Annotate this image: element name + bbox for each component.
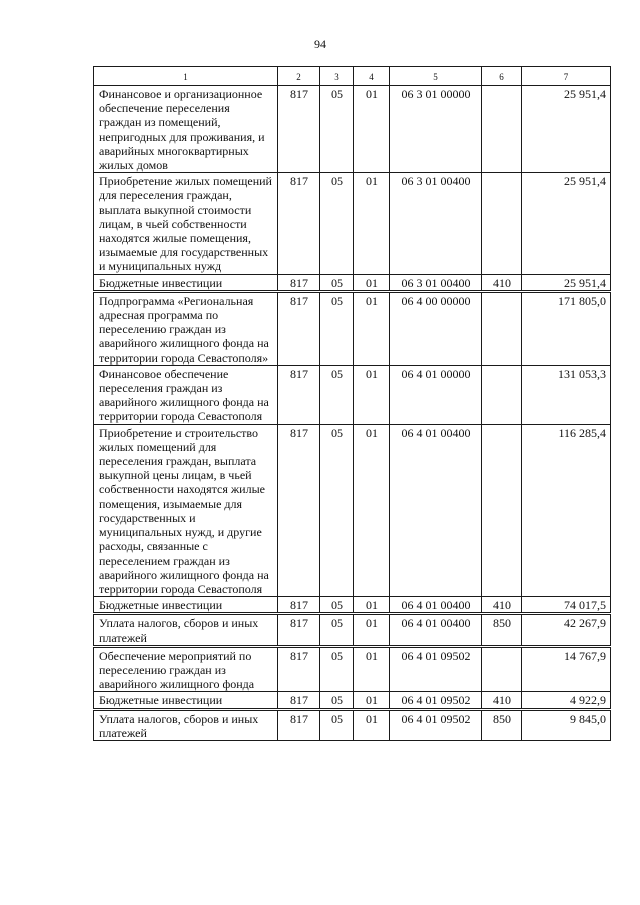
row-name: Приобретение жилых помещений для переселения граждан, выплата выкупной стоимости лицам, в чьей собственности находятся жилые помещения, изымаемые для государственных и муниципальных нужд — [94, 173, 278, 274]
row-vr: 410 — [482, 692, 522, 709]
row-name: Бюджетные инвестиции — [94, 274, 278, 291]
row-gr: 817 — [278, 173, 320, 274]
row-sum: 42 267,9 — [522, 614, 611, 646]
row-gr: 817 — [278, 86, 320, 173]
row-sum: 25 951,4 — [522, 173, 611, 274]
table-row — [94, 692, 611, 709]
table-row — [94, 424, 611, 596]
row-rz: 05 — [320, 365, 354, 424]
column-header-rz: 3 — [320, 67, 354, 86]
row-rz: 05 — [320, 692, 354, 709]
row-pr: 01 — [354, 709, 390, 740]
row-csr: 06 3 01 00400 — [390, 173, 482, 274]
row-pr: 01 — [354, 597, 390, 614]
table-row — [94, 86, 611, 173]
row-rz: 05 — [320, 173, 354, 274]
row-pr: 01 — [354, 274, 390, 291]
row-csr: 06 4 01 00400 — [390, 424, 482, 596]
table-row — [94, 614, 611, 646]
row-sum: 9 845,0 — [522, 709, 611, 740]
row-vr: 850 — [482, 709, 522, 740]
row-vr — [482, 646, 522, 692]
row-rz: 05 — [320, 86, 354, 173]
row-gr: 817 — [278, 424, 320, 596]
row-csr: 06 4 01 00000 — [390, 365, 482, 424]
row-pr: 01 — [354, 365, 390, 424]
row-sum: 4 922,9 — [522, 692, 611, 709]
row-rz: 05 — [320, 614, 354, 646]
row-pr: 01 — [354, 173, 390, 274]
column-header-gr: 2 — [278, 67, 320, 86]
row-gr: 817 — [278, 646, 320, 692]
row-gr: 817 — [278, 597, 320, 614]
row-rz: 05 — [320, 424, 354, 596]
row-sum: 131 053,3 — [522, 365, 611, 424]
row-csr: 06 4 01 00400 — [390, 614, 482, 646]
column-header-pr: 4 — [354, 67, 390, 86]
row-rz: 05 — [320, 291, 354, 365]
row-gr: 817 — [278, 291, 320, 365]
row-csr: 06 4 01 00400 — [390, 597, 482, 614]
row-pr: 01 — [354, 646, 390, 692]
row-name: Финансовое обеспечение переселения граждан из аварийного жилищного фонда на территории города Севастополя — [94, 365, 278, 424]
row-gr: 817 — [278, 365, 320, 424]
row-csr: 06 3 01 00000 — [390, 86, 482, 173]
row-rz: 05 — [320, 709, 354, 740]
row-name: Бюджетные инвестиции — [94, 692, 278, 709]
row-name: Подпрограмма «Региональная адресная программа по переселению граждан из аварийного жилищного фонда на территории города Севастополя» — [94, 291, 278, 365]
row-vr — [482, 424, 522, 596]
row-name: Бюджетные инвестиции — [94, 597, 278, 614]
row-rz: 05 — [320, 274, 354, 291]
row-name: Уплата налогов, сборов и иных платежей — [94, 709, 278, 740]
row-csr: 06 3 01 00400 — [390, 274, 482, 291]
row-sum: 116 285,4 — [522, 424, 611, 596]
row-pr: 01 — [354, 291, 390, 365]
row-sum: 74 017,5 — [522, 597, 611, 614]
table-row — [94, 291, 611, 365]
table-header-row — [94, 67, 611, 86]
row-gr: 817 — [278, 274, 320, 291]
row-pr: 01 — [354, 86, 390, 173]
row-name: Приобретение и строительство жилых помещений для переселения граждан, выплата выкупной цены лицам, в чьей собственности находятся жилые помещения, изымаемые для государственных и муниципальных нужд, и другие расходы, связанные с переселением граждан из аварийного жилищного фонда на территории города Севастополя — [94, 424, 278, 596]
table-row — [94, 365, 611, 424]
row-gr: 817 — [278, 692, 320, 709]
row-vr — [482, 173, 522, 274]
row-vr — [482, 365, 522, 424]
row-csr: 06 4 01 09502 — [390, 646, 482, 692]
table-row — [94, 173, 611, 274]
row-pr: 01 — [354, 692, 390, 709]
row-gr: 817 — [278, 614, 320, 646]
row-rz: 05 — [320, 597, 354, 614]
row-sum: 25 951,4 — [522, 274, 611, 291]
row-vr — [482, 291, 522, 365]
row-sum: 25 951,4 — [522, 86, 611, 173]
row-name: Финансовое и организационное обеспечение переселения граждан из помещений, непригодных для проживания, и аварийных многоквартирных жилых домов — [94, 86, 278, 173]
row-name: Уплата налогов, сборов и иных платежей — [94, 614, 278, 646]
row-pr: 01 — [354, 614, 390, 646]
row-sum: 171 805,0 — [522, 291, 611, 365]
row-vr: 850 — [482, 614, 522, 646]
row-vr — [482, 86, 522, 173]
row-csr: 06 4 01 09502 — [390, 692, 482, 709]
column-header-name: 1 — [94, 67, 278, 86]
row-pr: 01 — [354, 424, 390, 596]
column-header-sum: 7 — [522, 67, 611, 86]
row-vr: 410 — [482, 597, 522, 614]
table-row — [94, 709, 611, 740]
row-gr: 817 — [278, 709, 320, 740]
budget-table — [93, 66, 611, 741]
table-row — [94, 597, 611, 614]
column-header-vr: 6 — [482, 67, 522, 86]
page-number: 94 — [314, 37, 326, 51]
row-csr: 06 4 00 00000 — [390, 291, 482, 365]
row-csr: 06 4 01 09502 — [390, 709, 482, 740]
row-vr: 410 — [482, 274, 522, 291]
row-sum: 14 767,9 — [522, 646, 611, 692]
table-row — [94, 646, 611, 692]
column-header-csr: 5 — [390, 67, 482, 86]
row-rz: 05 — [320, 646, 354, 692]
table-row — [94, 274, 611, 291]
row-name: Обеспечение мероприятий по переселению граждан из аварийного жилищного фонда — [94, 646, 278, 692]
